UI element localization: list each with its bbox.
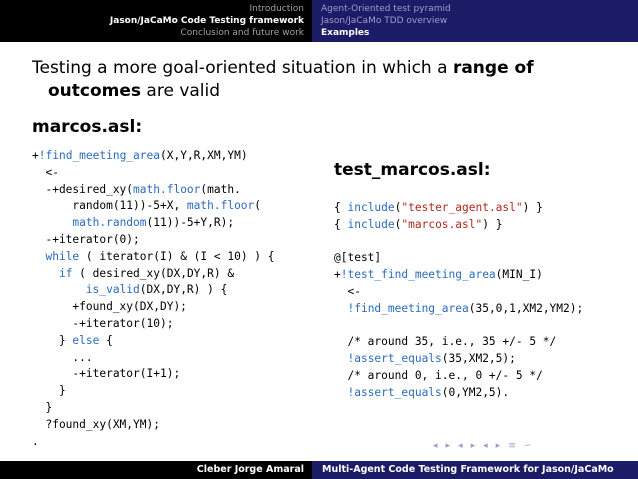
left-code-line: -+desired_xy(math.floor(math. [32,182,241,196]
prev-subsection-icon[interactable]: ◂ [458,441,463,451]
search-icon[interactable]: ∽ [523,441,532,451]
right-code-line: { include("marcos.asl") } [334,217,503,231]
right-code-block [334,200,583,402]
right-code-line: <- [334,284,361,298]
intro-line2-bold: outcomes [48,81,142,101]
right-code-line: /* around 35, i.e., 35 +/- 5 */ [334,335,557,349]
subsection-test-pyramid[interactable]: Agent-Oriented test pyramid [321,4,451,14]
intro-line2-text: are valid [141,81,221,101]
section-navigation [0,0,312,42]
left-code-line: -+iterator(I+1); [32,367,181,381]
left-code-line: -+iterator(0); [32,232,140,246]
right-code-line: !assert_equals(35,XM2,5); [347,352,516,366]
right-file-title: test_marcos.asl: [334,160,491,180]
right-code-line: @[test] [334,251,382,265]
prev-frame-icon[interactable]: ◂ [433,441,438,451]
next-section-icon[interactable]: ▸ [495,441,501,451]
left-code-block [32,148,275,450]
slide-footer [0,461,638,479]
left-code-line: <- [32,165,59,179]
left-code-line: +!find_meeting_area(X,Y,R,XM,YM) [32,149,248,162]
subsection-examples[interactable]: Examples [321,28,370,38]
left-code-line: . [32,434,39,448]
left-code-line: is_valid(DX,DY,R) ) { [85,283,228,297]
right-code-line: +!test_find_meeting_area(MIN_I) [334,268,543,282]
next-frame-icon[interactable]: ▸ [445,441,451,451]
left-code-line: } [32,400,53,414]
left-code-line: math.random(11))-5+Y,R); [72,216,235,230]
left-file-title: marcos.asl: [32,117,143,137]
beamer-navigation [433,441,531,451]
section-conclusion[interactable]: Conclusion and future work [180,28,304,38]
left-code-line: ... [32,350,93,364]
right-code-line: /* around 0, i.e., 0 +/- 5 */ [334,368,543,382]
section-introduction[interactable]: Introduction [249,4,304,14]
intro-line1-text: Testing a more goal-oriented situation in which a [32,58,453,78]
footer-author: Cleber Jorge Amaral [0,461,312,479]
left-code-line: ?found_xy(XM,YM); [32,417,160,431]
menu-icon[interactable]: ≡ [508,441,516,451]
next-subsection-icon[interactable]: ▸ [470,441,476,451]
slide-header [0,0,638,42]
left-code-line: } [32,384,66,398]
left-code-line: +found_xy(DX,DY); [32,300,187,314]
section-testing-framework[interactable]: Jason/JaCaMo Code Testing framework [109,16,304,26]
footer-title: Multi-Agent Code Testing Framework for Jason/JaCaMo [312,461,638,479]
right-code-line: !find_meeting_area(35,0,1,XM2,YM2); [347,301,584,315]
subsection-tdd-overview[interactable]: Jason/JaCaMo TDD overview [321,16,448,26]
intro-line1-bold: range of [452,58,534,78]
slide-intro-text [32,57,612,103]
left-code-line: if ( desired_xy(DX,DY,R) & [58,266,235,280]
right-code-line: !assert_equals(0,YM2,5). [347,385,510,399]
right-code-line: { include("tester_agent.asl") } [334,201,543,214]
left-code-line: -+iterator(10); [32,316,174,330]
left-code-line: } else { [32,333,113,347]
subsection-navigation [312,0,638,42]
prev-section-icon[interactable]: ◂ [483,441,488,451]
left-code-line: random(11))-5+X, math.floor( [32,199,262,213]
left-code-line: while ( iterator(I) & (I < 10) ) { [45,249,275,263]
